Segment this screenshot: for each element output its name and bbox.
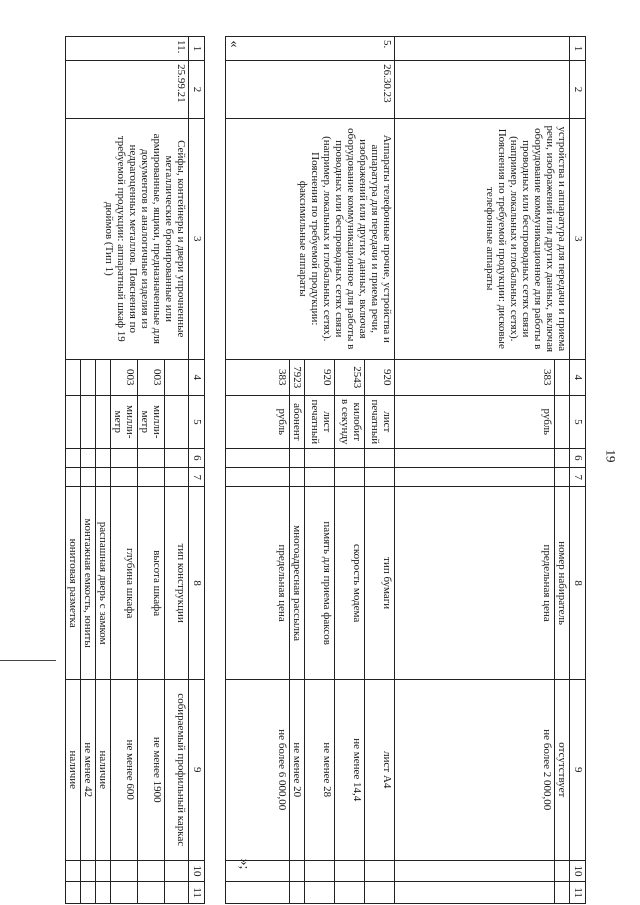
- product-name: Аппараты телефонные прочие, устройства и аппаратура для передачи и приема речи, изображений или других данных, включая оборудование коммуникационное для работы в проводных или беспроводных сетях связи (например, локальных и глобальных сетях). Пояснения по требуемой продукции: факсимильные аппараты: [226, 118, 395, 359]
- header-cell: 7: [570, 468, 586, 487]
- header-cell: 7: [189, 468, 205, 487]
- spec-table-1: [225, 36, 586, 904]
- char-name: скорость модема: [335, 487, 365, 680]
- char-name: высота шкафа: [138, 487, 165, 680]
- header-cell: 6: [189, 448, 205, 467]
- header-cell: 4: [570, 359, 586, 395]
- char-value: не менее 14,4: [335, 679, 365, 860]
- char-name: номер набиратель: [555, 487, 570, 680]
- char-value: собираемый профильный каркас: [165, 679, 189, 860]
- table-row: 003 милли-метр высота шкафа не менее 1900: [138, 37, 165, 904]
- open-quote-mark: «: [226, 40, 242, 48]
- table-header-row: [570, 37, 586, 904]
- header-cell: 6: [570, 448, 586, 467]
- table-row: 7923 абонент многоадресная рассылка не менее 20: [290, 37, 305, 904]
- char-name: юнитовая разметка: [66, 487, 81, 680]
- header-cell: 11: [570, 882, 586, 904]
- header-cell: 2: [189, 61, 205, 119]
- char-name: монтажная емкость, юниты: [81, 487, 96, 680]
- header-cell: 10: [189, 860, 205, 882]
- header-cell: 11: [189, 882, 205, 904]
- char-value: наличие: [96, 679, 111, 860]
- char-value: наличие: [66, 679, 81, 860]
- row-number: 11.: [66, 37, 189, 61]
- product-name: устройства и аппаратура для передачи и приема речи, изображений или других данных, включая оборудование коммуникационное для работы в проводных или беспроводных сетях связи (например, локальных и глобальных сетях). Пояснения по требуемой продукции: дисковые телефонные аппараты: [395, 118, 570, 359]
- char-value: не менее 42: [81, 679, 96, 860]
- header-cell: 2: [570, 61, 586, 119]
- table-row: 2543 килобит в секунду скорость модема не менее 14,4: [335, 37, 365, 904]
- header-cell: 5: [570, 395, 586, 448]
- okpd-code: 25.99.21: [66, 61, 189, 119]
- char-value: не более 2 000,00: [395, 679, 555, 860]
- table-row: 383 рубль предельная цена не более 2 000,00: [395, 37, 555, 904]
- char-value: отсутствует: [555, 679, 570, 860]
- header-cell: 5: [189, 395, 205, 448]
- char-name: предельная цена: [226, 487, 290, 680]
- header-cell: 3: [570, 118, 586, 359]
- margin-line: [0, 660, 56, 661]
- header-cell: 9: [570, 679, 586, 860]
- char-value: не менее 600: [111, 679, 138, 860]
- char-name: тип конструкции: [165, 487, 189, 680]
- page-number: 19: [603, 449, 619, 463]
- header-cell: 3: [189, 118, 205, 359]
- char-name: распашная дверь с замком: [96, 487, 111, 680]
- header-cell: 1: [189, 37, 205, 61]
- header-cell: 4: [189, 359, 205, 395]
- header-cell: 10: [570, 860, 586, 882]
- char-name: предельная цена: [395, 487, 555, 680]
- table-row: [165, 37, 189, 904]
- header-cell: 8: [189, 487, 205, 680]
- okpd-code: 26.30.23: [226, 61, 395, 119]
- close-quote-mark: »;: [236, 858, 252, 870]
- char-name: тип бумаги: [365, 487, 395, 680]
- rotated-table-wrapper: [52, 36, 586, 904]
- table-row: 383 рубль предельная цена не более 6 000,00: [226, 37, 290, 904]
- rotated-page: [52, 36, 586, 904]
- table-header-row: [189, 37, 205, 904]
- table-row: 5. 26.30.23 Аппараты телефонные прочие, устройства и аппаратура для передачи и приема речи, изображений или других данных, включая оборудование коммуникационное для работы в проводных или беспроводных сетях связи (например, локальных и глобальных сетях). Пояснения по требуемой продукции: факсимильные аппараты 920 лист печатный тип бумаги лист А4: [365, 37, 395, 904]
- row-number: 5.: [226, 37, 395, 61]
- header-cell: 9: [189, 679, 205, 860]
- char-value: лист А4: [365, 679, 395, 860]
- product-name: Сейфы, контейнеры и двери упрочненные металлические бронированные или армированные, ящики, предназначенные для документов и аналогичные изделия из недрагоценных металлов. Пояснения по требуемой продукции: аппаратный шкаф 19 дюймов (Тип 1): [66, 118, 189, 359]
- char-value: не менее 28: [305, 679, 335, 860]
- char-name: память для приема факсов: [305, 487, 335, 680]
- char-value: не менее 20: [290, 679, 305, 860]
- table-row: 003 милли-метр глубина шкафа не менее 600: [111, 37, 138, 904]
- char-value: не более 6 000,00: [226, 679, 290, 860]
- header-cell: 1: [570, 37, 586, 61]
- table-row: [555, 37, 570, 904]
- spec-table-2: [65, 36, 205, 904]
- header-cell: 8: [570, 487, 586, 680]
- char-value: не менее 1900: [138, 679, 165, 860]
- char-name: многоадресная рассылка: [290, 487, 305, 680]
- char-name: глубина шкафа: [111, 487, 138, 680]
- table-row: 920 лист печатный память для приема факсов не менее 28: [305, 37, 335, 904]
